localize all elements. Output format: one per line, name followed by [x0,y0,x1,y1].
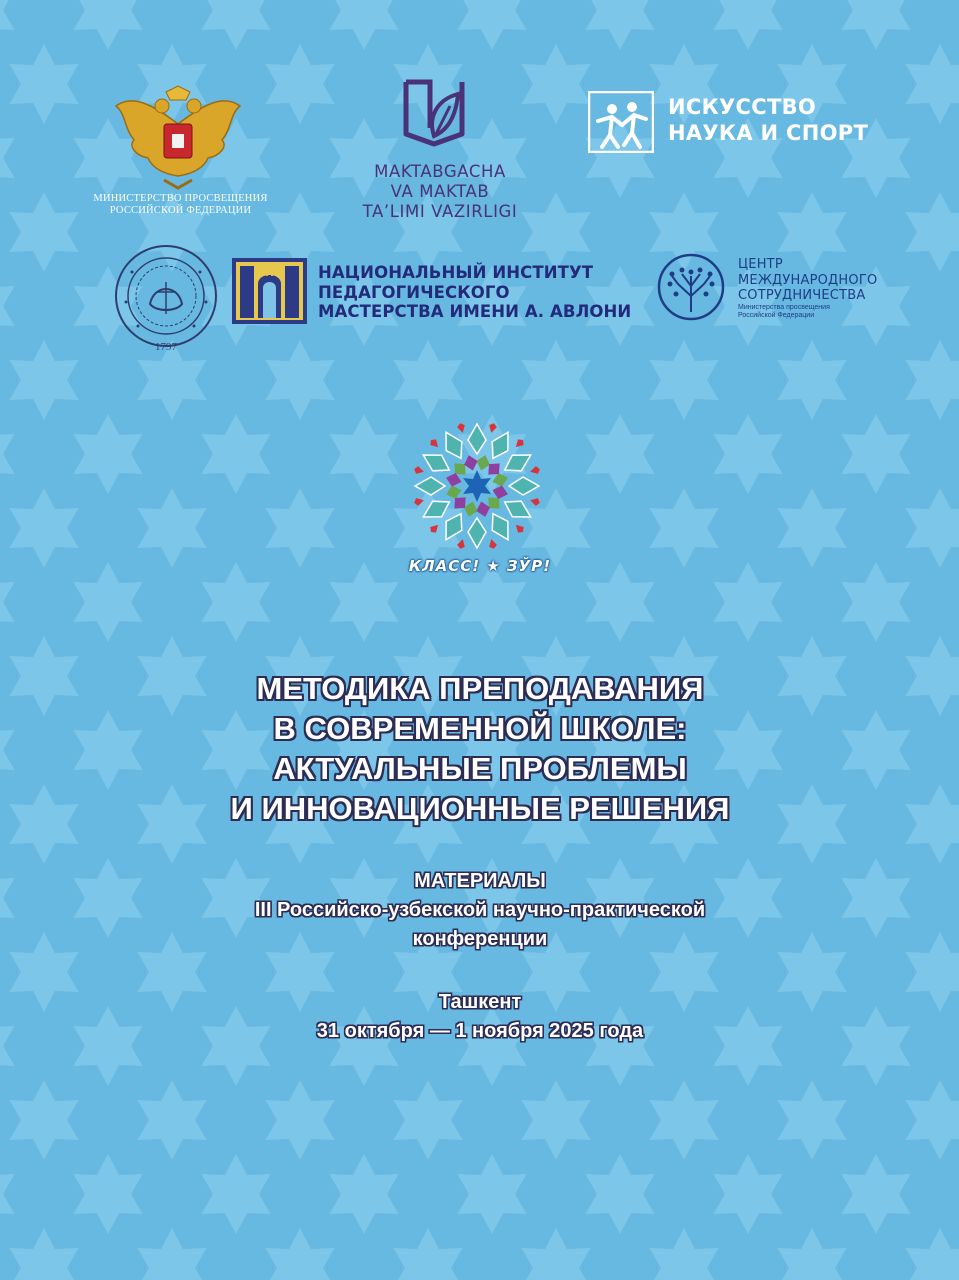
title-line-3: АКТУАЛЬНЫЕ ПРОБЛЕМЫ [273,751,687,786]
center-logo-text [738,257,877,304]
materials-line-1: МАТЕРИАЛЫ [414,870,546,892]
dancing-figures-icon [588,91,654,153]
center-line-2: МЕЖДУНАРОДНОГО [738,272,878,288]
ministry-logo-text [88,193,273,217]
iskusstvo-logo-text [668,94,868,146]
rosette-center-star [463,470,491,502]
maktab-logo-text [340,162,540,222]
maktab-line-2: VA MAKTAB [390,182,490,201]
iskusstvo-line-1: ИСКУССТВО [668,95,817,119]
title-line-2: В СОВРЕМЕННОЙ ШКОЛЕ: [273,711,687,746]
ministry-line-1: МИНИСТЕРСТВО ПРОСВЕЩЕНИЯ [93,193,268,204]
avloni-building-icon [232,258,307,324]
materials-line-3: конференции [412,928,548,950]
institute-logo-text [318,263,631,322]
materials-line-2: III Российско-узбекской научно-практической [254,899,706,921]
double-headed-eagle-emblem-icon [112,84,244,192]
document-title [120,669,840,829]
iskusstvo-line-2: НАУКА И СПОРТ [668,121,869,145]
center-sub-line-2: Российской Федерации [738,312,815,319]
title-line-4: И ИННОВАЦИОННЫЕ РЕШЕНИЯ [230,791,730,826]
institute-line-1: НАЦИОНАЛЬНЫЙ ИНСТИТУТ [318,263,594,282]
emblem-caption: КЛАСС! ★ ЗЎР! [408,557,552,575]
center-line-3: СОТРУДНИЧЕСТВА [738,288,866,303]
maktab-line-3: TA’LIMI VAZIRLIGI [362,202,518,221]
date-line: 31 октября — 1 ноября 2025 года [316,1020,644,1042]
place-line: Ташкент [438,991,522,1013]
center-line-1: ЦЕНТР [738,257,783,272]
open-book-leaf-icon [400,78,468,148]
svg-text:1797: 1797 [155,341,177,353]
institute-line-2: ПЕДАГОГИЧЕСКОГО [318,282,510,302]
title-line-1: МЕТОДИКА ПРЕПОДАВАНИЯ [256,671,704,706]
herzen-university-seal-icon [106,242,226,354]
institute-line-3: МАСТЕРСТВА ИМЕНИ А. АВЛОНИ [318,302,632,321]
center-sub-line-1: Министерства просвещения [738,304,830,311]
materials-block [120,867,840,954]
ministry-line-2: РОССИЙСКОЙ ФЕДЕРАЦИИ [109,205,252,216]
svg-text:Ä: Ä [266,269,273,279]
maktab-line-1: MAKTABGACHA [374,162,506,181]
tree-circle-icon [656,252,726,322]
place-date-block [120,988,840,1046]
center-logo-subtext [738,304,830,320]
geometric-star-rosette-icon [412,420,542,552]
